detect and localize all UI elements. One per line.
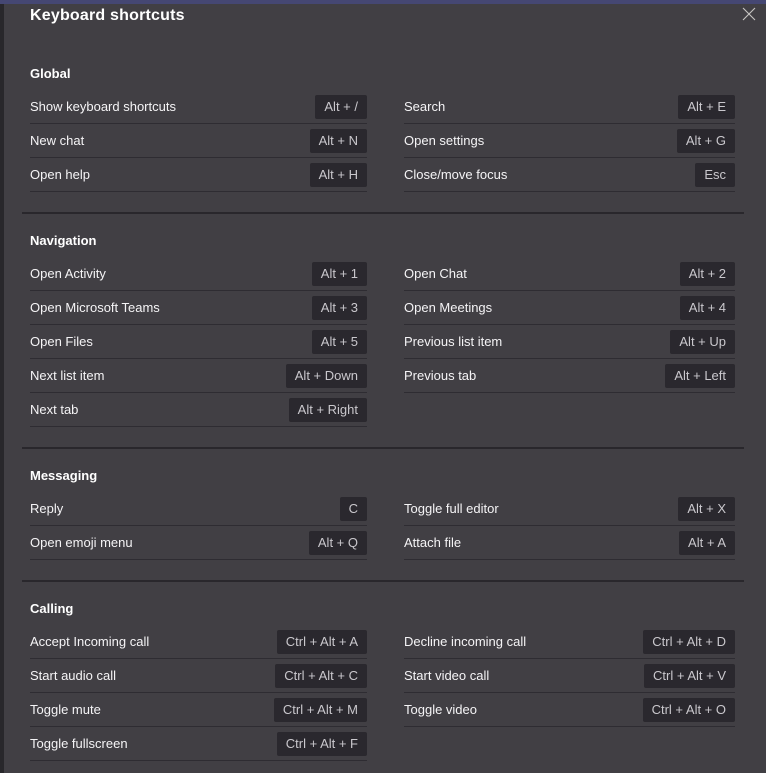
shortcut-label: Show keyboard shortcuts: [30, 99, 176, 114]
section-separator: [22, 580, 744, 582]
shortcut-key: Alt + Left: [665, 364, 735, 388]
shortcut-row: [30, 257, 367, 291]
shortcut-label: Open settings: [404, 133, 485, 148]
section-columns: [30, 257, 744, 427]
shortcut-row: [30, 359, 367, 393]
shortcut-key: Alt + 4: [680, 296, 735, 320]
shortcut-label: Toggle mute: [30, 702, 101, 717]
shortcut-label: Open Files: [30, 334, 93, 349]
shortcut-row: [404, 90, 735, 124]
shortcut-column: [404, 492, 735, 560]
shortcut-key: Alt + 1: [312, 262, 367, 286]
shortcut-column: [404, 257, 735, 393]
shortcut-label: Open emoji menu: [30, 535, 133, 550]
section-global: [22, 66, 744, 192]
shortcut-row: [30, 526, 367, 560]
section-columns: [30, 625, 744, 761]
shortcut-key: Esc: [695, 163, 735, 187]
shortcut-key: Alt + N: [310, 129, 367, 153]
shortcut-label: Open help: [30, 167, 90, 182]
shortcut-row: [30, 90, 367, 124]
shortcut-column: [30, 492, 367, 560]
dialog-titlebar: [0, 0, 766, 30]
section-navigation: [22, 233, 744, 427]
shortcut-key: Alt + /: [315, 95, 367, 119]
shortcut-row: [30, 393, 367, 427]
shortcut-row: [30, 693, 367, 727]
shortcut-label: New chat: [30, 133, 85, 148]
shortcut-key: Alt + 3: [312, 296, 367, 320]
shortcut-label: Toggle video: [404, 702, 477, 717]
shortcut-row: [404, 526, 735, 560]
shortcut-row: [404, 257, 735, 291]
shortcut-row: [30, 291, 367, 325]
shortcut-row: [404, 492, 735, 526]
shortcut-label: Next list item: [30, 368, 105, 383]
shortcut-key: Alt + H: [310, 163, 367, 187]
shortcut-key: Ctrl + Alt + C: [275, 664, 367, 688]
close-button[interactable]: [738, 3, 760, 25]
shortcut-column: [30, 257, 367, 427]
section-title: Navigation: [30, 233, 97, 248]
section-title: Global: [30, 66, 71, 81]
shortcut-label: Search: [404, 99, 446, 114]
shortcut-row: [404, 659, 735, 693]
shortcut-row: [30, 727, 367, 761]
shortcut-key: Alt + Down: [286, 364, 367, 388]
section-columns: [30, 90, 744, 192]
section-title: Calling: [30, 601, 74, 616]
shortcut-label: Toggle fullscreen: [30, 736, 128, 751]
shortcut-label: Reply: [30, 501, 64, 516]
shortcut-key: Ctrl + Alt + F: [277, 732, 367, 756]
dialog-title: Keyboard shortcuts: [30, 7, 185, 24]
shortcut-key: Alt + E: [678, 95, 735, 119]
shortcut-row: [30, 659, 367, 693]
shortcut-row: [30, 492, 367, 526]
shortcut-column: [30, 625, 367, 761]
section-columns: [30, 492, 744, 560]
shortcut-row: [404, 291, 735, 325]
shortcut-label: Decline incoming call: [404, 634, 527, 649]
shortcuts-content: [0, 66, 766, 761]
shortcut-key: Alt + Up: [670, 330, 735, 354]
close-icon: [742, 7, 756, 21]
shortcut-row: [30, 124, 367, 158]
shortcut-column: [30, 90, 367, 192]
shortcut-key: Alt + 5: [312, 330, 367, 354]
shortcut-key: Alt + G: [677, 129, 735, 153]
shortcut-key: Alt + Right: [289, 398, 367, 422]
window-accent-strip: [0, 0, 766, 4]
shortcut-row: [30, 325, 367, 359]
window-edge-strip: [0, 4, 4, 773]
shortcut-key: C: [340, 497, 367, 521]
shortcut-row: [404, 693, 735, 727]
section-separator: [22, 447, 744, 449]
shortcut-key: Alt + Q: [309, 531, 367, 555]
shortcut-key: Ctrl + Alt + M: [274, 698, 367, 722]
shortcut-label: Open Microsoft Teams: [30, 300, 160, 315]
shortcut-row: [404, 325, 735, 359]
shortcut-key: Alt + A: [679, 531, 735, 555]
shortcut-key: Ctrl + Alt + A: [277, 630, 367, 654]
shortcut-key: Ctrl + Alt + D: [643, 630, 735, 654]
shortcut-label: Toggle full editor: [404, 501, 499, 516]
shortcut-row: [30, 625, 367, 659]
shortcut-label: Open Meetings: [404, 300, 493, 315]
shortcut-label: Start audio call: [30, 668, 116, 683]
section-separator: [22, 212, 744, 214]
shortcut-row: [404, 625, 735, 659]
shortcut-row: [404, 124, 735, 158]
shortcut-label: Previous tab: [404, 368, 477, 383]
shortcut-key: Alt + 2: [680, 262, 735, 286]
shortcut-key: Ctrl + Alt + V: [644, 664, 735, 688]
shortcut-label: Previous list item: [404, 334, 503, 349]
section-title: Messaging: [30, 468, 98, 483]
section-calling: [22, 601, 744, 761]
shortcut-label: Attach file: [404, 535, 462, 550]
shortcut-row: [404, 158, 735, 192]
shortcut-column: [404, 90, 735, 192]
shortcut-label: Open Activity: [30, 266, 106, 281]
shortcut-label: Open Chat: [404, 266, 467, 281]
shortcut-label: Start video call: [404, 668, 490, 683]
shortcut-key: Alt + X: [678, 497, 735, 521]
section-messaging: [22, 468, 744, 560]
shortcut-row: [30, 158, 367, 192]
shortcut-column: [404, 625, 735, 727]
shortcut-label: Close/move focus: [404, 167, 508, 182]
shortcut-row: [404, 359, 735, 393]
shortcut-label: Accept Incoming call: [30, 634, 150, 649]
shortcut-label: Next tab: [30, 402, 79, 417]
shortcut-key: Ctrl + Alt + O: [643, 698, 735, 722]
